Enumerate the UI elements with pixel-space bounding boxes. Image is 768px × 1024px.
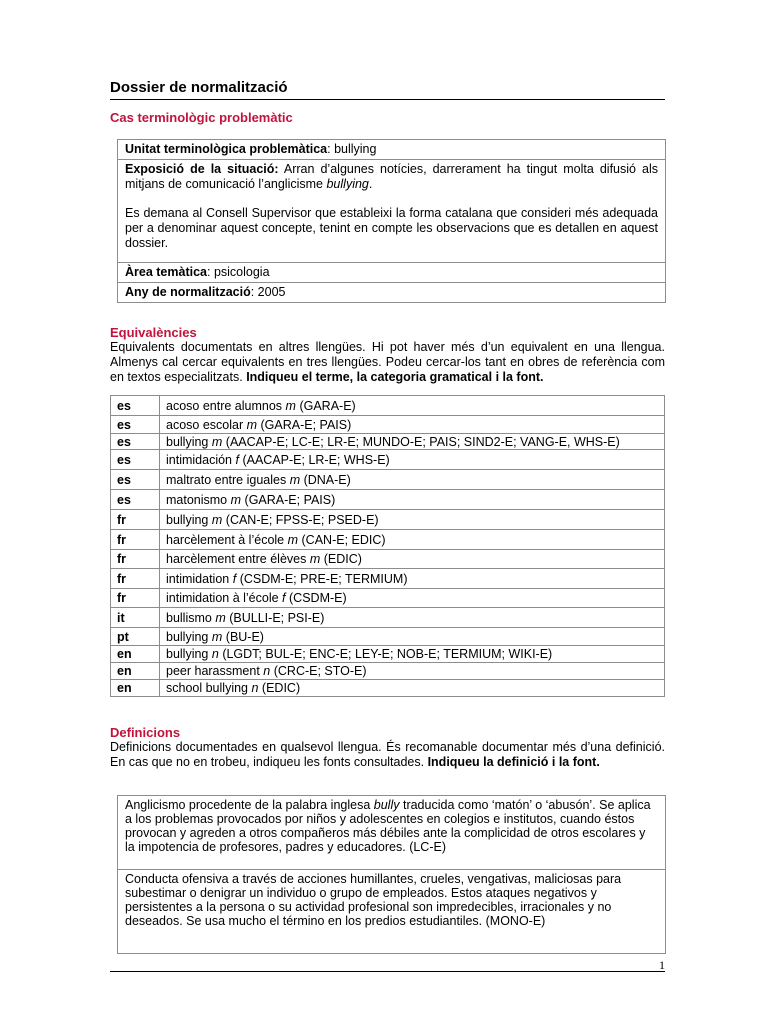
equivalence-lang: pt: [111, 628, 160, 646]
equivalence-lang: it: [111, 608, 160, 628]
equivalence-row: [111, 628, 665, 646]
term-category: m: [230, 492, 242, 507]
equivalence-term: [160, 470, 665, 490]
term-category: n: [211, 647, 219, 661]
area-label: Àrea temàtica: [125, 265, 207, 279]
equivalence-row: [111, 450, 665, 470]
equivalence-row: [111, 530, 665, 550]
term-source: (CAN-E; EDIC): [301, 532, 386, 547]
term-text: bullying: [166, 647, 209, 661]
exposition-italic: bullying: [326, 177, 369, 191]
term-text: peer harassment: [166, 664, 260, 678]
term-category: m: [285, 398, 296, 413]
equivalence-lang: fr: [111, 510, 160, 530]
term-category: f: [282, 591, 286, 605]
unit-label: Unitat terminològica problemàtica: [125, 142, 328, 156]
term-category: f: [235, 452, 239, 467]
term-text: bullying: [166, 629, 209, 644]
term-category: n: [251, 681, 259, 695]
footer-rule: [110, 971, 665, 972]
equivalence-lang: es: [111, 470, 160, 490]
term-category: m: [215, 610, 226, 625]
page-number: 1: [659, 958, 665, 972]
term-text: bullismo: [166, 610, 212, 625]
equivalence-row: [111, 589, 665, 608]
document-title: Dossier de normalització: [110, 79, 665, 100]
definition-1: [118, 796, 665, 870]
term-text: harcèlement entre élèves: [166, 552, 307, 566]
equivalence-row: [111, 510, 665, 530]
equivalences-table: [110, 395, 665, 697]
term-source: (AACAP-E; LR-E; WHS-E): [242, 452, 390, 467]
equivalence-lang: en: [111, 663, 160, 680]
term-category: m: [211, 434, 223, 449]
equivalences-intro: [110, 340, 665, 385]
definitions-heading: Definicions: [110, 725, 181, 740]
term-category: n: [263, 664, 271, 678]
equivalence-row: [111, 434, 665, 450]
equivalence-lang: es: [111, 490, 160, 510]
term-source: (AACAP-E; LC-E; LR-E; MUNDO-E; PAIS; SIND2-E; VANG-E, WHS-E): [225, 434, 620, 449]
definition-1-text-end: traducida como ‘matón’ o ‘abusón’. Se aplica a los problemas provocados por niños y adolescentes en colegios e institutos, cuando éstos provocan y agreden a otros compañeros más débiles ante la complicidad de otros escolares y la impotencia de profesores, padres y educadores. (LC-E): [125, 798, 651, 854]
equivalence-row: [111, 608, 665, 628]
equivalence-lang: en: [111, 646, 160, 663]
equivalence-row: [111, 646, 665, 663]
term-category: m: [211, 512, 223, 527]
definitions-box: [117, 795, 666, 954]
area-value: : psicologia: [207, 265, 270, 279]
term-text: intimidación: [166, 452, 233, 467]
term-source: (BU-E): [225, 629, 264, 644]
equivalence-row: [111, 416, 665, 434]
term-text: intimidation à l’école: [166, 591, 279, 605]
equivalence-lang: fr: [111, 550, 160, 569]
term-source: (EDIC): [261, 681, 301, 695]
year-row: [118, 283, 665, 302]
equivalence-term: [160, 680, 665, 697]
term-text: school bullying: [166, 681, 248, 695]
term-category: m: [289, 472, 301, 487]
term-source: (CSDM-E): [289, 591, 347, 605]
equivalence-lang: fr: [111, 569, 160, 589]
equivalence-term: [160, 628, 665, 646]
term-category: m: [246, 417, 258, 432]
term-source: (CSDM-E; PRE-E; TERMIUM): [239, 571, 408, 586]
case-box: [117, 139, 666, 303]
unit-row: [118, 140, 665, 160]
equivalence-row: [111, 396, 665, 416]
equivalence-term: [160, 646, 665, 663]
exposition-end: .: [368, 177, 373, 191]
term-source: (EDIC): [323, 552, 362, 566]
equivalence-term: [160, 589, 665, 608]
term-source: (GARA-E): [299, 398, 356, 413]
equivalence-term: [160, 569, 665, 589]
equivalence-lang: es: [111, 450, 160, 470]
term-category: m: [211, 629, 223, 644]
equivalence-row: [111, 470, 665, 490]
equivalence-term: [160, 416, 665, 434]
term-category: f: [232, 571, 237, 586]
equivalences-heading: Equivalències: [110, 325, 197, 340]
term-text: intimidation: [166, 571, 230, 586]
equivalence-term: [160, 530, 665, 550]
equivalence-term: [160, 396, 665, 416]
definitions-intro: [110, 740, 665, 770]
definition-1-text: Anglicismo procedente de la palabra inglesa: [125, 798, 374, 812]
equivalence-row: [111, 680, 665, 697]
equivalence-term: [160, 450, 665, 470]
term-source: (GARA-E; PAIS): [244, 492, 336, 507]
equivalence-lang: fr: [111, 589, 160, 608]
term-text: acoso entre alumnos: [166, 398, 283, 413]
exposition-label: Exposició de la situació:: [125, 162, 279, 176]
definition-1-italic: bully: [373, 798, 400, 812]
equivalence-lang: en: [111, 680, 160, 697]
term-source: (GARA-E; PAIS): [260, 417, 352, 432]
term-category: m: [287, 532, 299, 547]
exposition-para2: Es demana al Consell Supervisor que estableixi la forma catalana que consideri més adequada per a denominar aquest concepte, tenint en compte les observacions que es detallen en aquest dossier.: [125, 206, 658, 250]
area-row: [118, 263, 665, 283]
definitions-intro-text: Definicions documentades en qualsevol llengua. És recomanable documentar més d’una definició. En cas que no en trobeu, indiqueu les fonts consultades.: [110, 740, 665, 769]
equivalences-intro-text: Equivalents documentats en altres llengües. Hi pot haver més d’un equivalent en una llengua. Almenys cal cercar equivalents en tres llengües. Podeu cercar-los tant en obres de referència com en textos especialitzats.: [110, 340, 665, 384]
equivalence-lang: fr: [111, 530, 160, 550]
term-text: acoso escolar: [166, 417, 244, 432]
unit-value: : bullying: [327, 142, 377, 156]
equivalence-term: [160, 663, 665, 680]
year-label: Any de normalització: [125, 285, 251, 299]
equivalences-intro-bold: Indiqueu el terme, la categoria gramatical i la font.: [246, 370, 544, 384]
equivalence-row: [111, 663, 665, 680]
exposition-text: Arran d’algunes notícies, darrerament ha tingut molta difusió als mitjans de comunicació l’anglicisme: [125, 162, 658, 191]
equivalence-lang: es: [111, 396, 160, 416]
year-value: : 2005: [250, 285, 286, 299]
term-source: (BULLI-E; PSI-E): [229, 610, 325, 625]
equivalence-lang: es: [111, 416, 160, 434]
equivalence-term: [160, 550, 665, 569]
case-heading: Cas terminològic problemàtic: [110, 110, 293, 125]
equivalence-term: [160, 490, 665, 510]
term-source: (LGDT; BUL-E; ENC-E; LEY-E; NOB-E; TERMIUM; WIKI-E): [222, 647, 553, 661]
equivalence-term: [160, 608, 665, 628]
definition-2: Conducta ofensiva a través de acciones humillantes, crueles, vengativas, maliciosas para subestimar o denigrar un individuo o grupo de empleados. Estos ataques negativos y persistentes a la persona o su actividad profesional son impredecibles, irracionales y no deseados. Se usa mucho el término en los predios estudiantiles. (MONO-E): [125, 872, 622, 928]
term-category: m: [309, 552, 321, 566]
term-text: maltrato entre iguales: [166, 472, 287, 487]
term-text: bullying: [166, 512, 209, 527]
equivalence-lang: es: [111, 434, 160, 450]
term-source: (DNA-E): [303, 472, 351, 487]
equivalence-row: [111, 569, 665, 589]
equivalence-term: [160, 510, 665, 530]
definitions-intro-bold: Indiqueu la definició i la font.: [427, 755, 600, 769]
exposition-row: [118, 160, 665, 263]
term-text: bullying: [166, 434, 209, 449]
equivalence-row: [111, 550, 665, 569]
exposition-para1: [125, 162, 658, 192]
term-source: (CRC-E; STO-E): [273, 664, 367, 678]
term-text: harcèlement à l’école: [166, 532, 285, 547]
term-source: (CAN-E; FPSS-E; PSED-E): [225, 512, 379, 527]
equivalence-term: [160, 434, 665, 450]
term-text: matonismo: [166, 492, 228, 507]
equivalence-row: [111, 490, 665, 510]
